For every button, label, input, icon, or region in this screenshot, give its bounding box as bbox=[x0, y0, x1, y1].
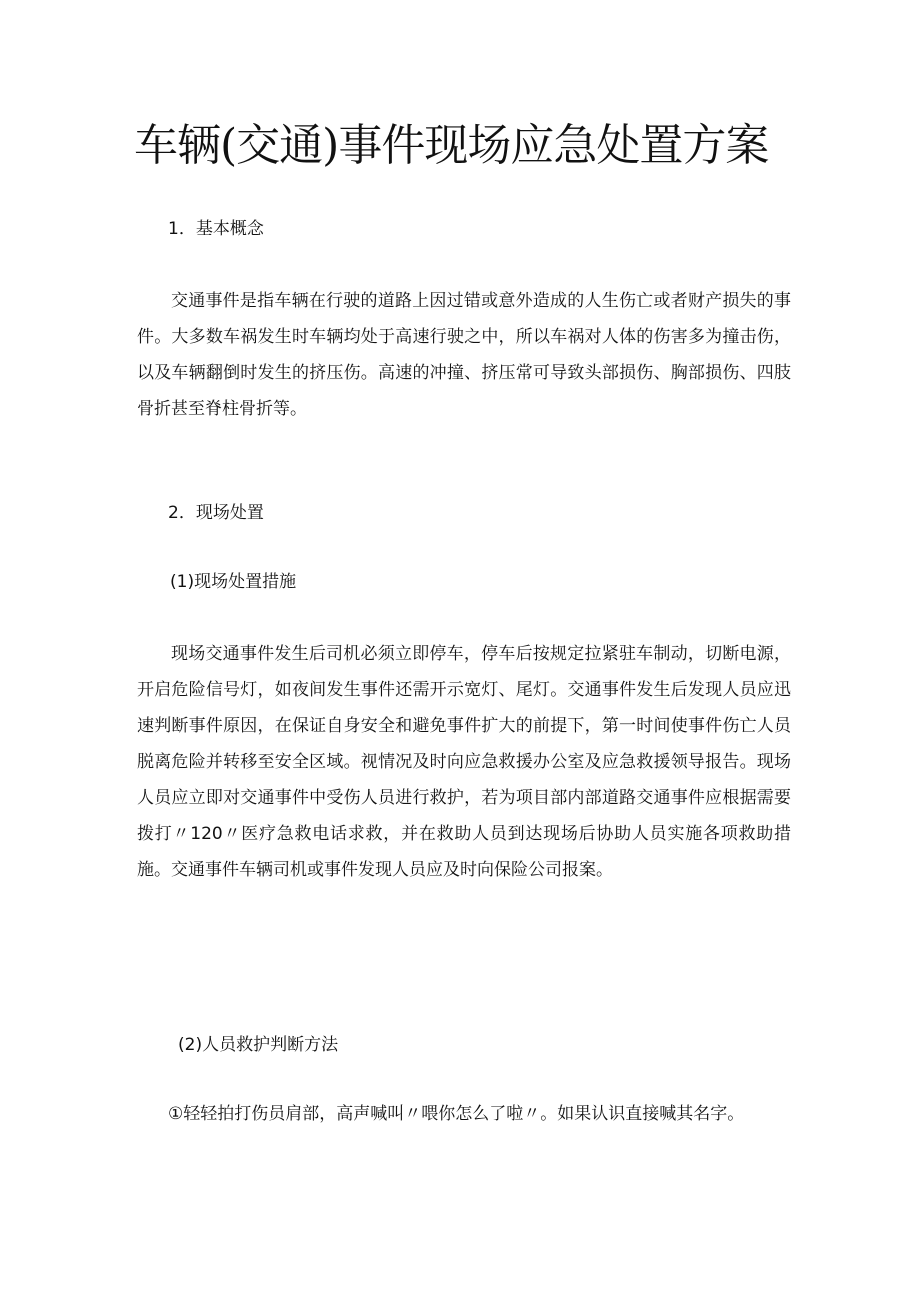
rescue-step-1: ①轻轻拍打伤员肩部，高声喊叫〃喂你怎么了啦〃。如果认识直接喊其名字。 bbox=[168, 1104, 745, 1124]
subsection-2-heading: (2)人员救护判断方法 bbox=[178, 1035, 339, 1055]
subsection-1-paragraph: 现场交通事件发生后司机必须立即停车，停车后按规定拉紧驻车制动，切断电源，开启危险信号灯，如夜间发生事件还需开示宽灯、尾灯。交通事件发生后发现人员应迅速判断事件原因，在保证自身安全和避免事件扩大的前提下，第一时间使事件伤亡人员脱离危险并转移至安全区域。视情况及时向应急救援办公室及应急救援领导报告。现场人员应立即对交通事件中受伤人员进行救护，若为项目部内部道路交通事件应根据需要拨打〃120〃医疗急救电话求救，并在救助人员到达现场后协助人员实施各项救助措施。交通事件车辆司机或事件发现人员应及时向保险公司报案。 bbox=[137, 644, 791, 880]
section-2-heading: 2．现场处置 bbox=[168, 503, 264, 523]
subsection-1-heading: (1)现场处置措施 bbox=[170, 572, 297, 592]
document-title: 车辆(交通)事件现场应急处置方案 bbox=[134, 120, 769, 171]
section-1-heading: 1．基本概念 bbox=[168, 219, 264, 239]
section-1-paragraph: 交通事件是指车辆在行驶的道路上因过错或意外造成的人生伤亡或者财产损失的事件。大多数车祸发生时车辆均处于高速行驶之中，所以车祸对人体的伤害多为撞击伤，以及车辆翻倒时发生的挤压伤。高速的冲撞、挤压常可导致头部损伤、胸部损伤、四肢骨折甚至脊柱骨折等。 bbox=[137, 291, 791, 419]
